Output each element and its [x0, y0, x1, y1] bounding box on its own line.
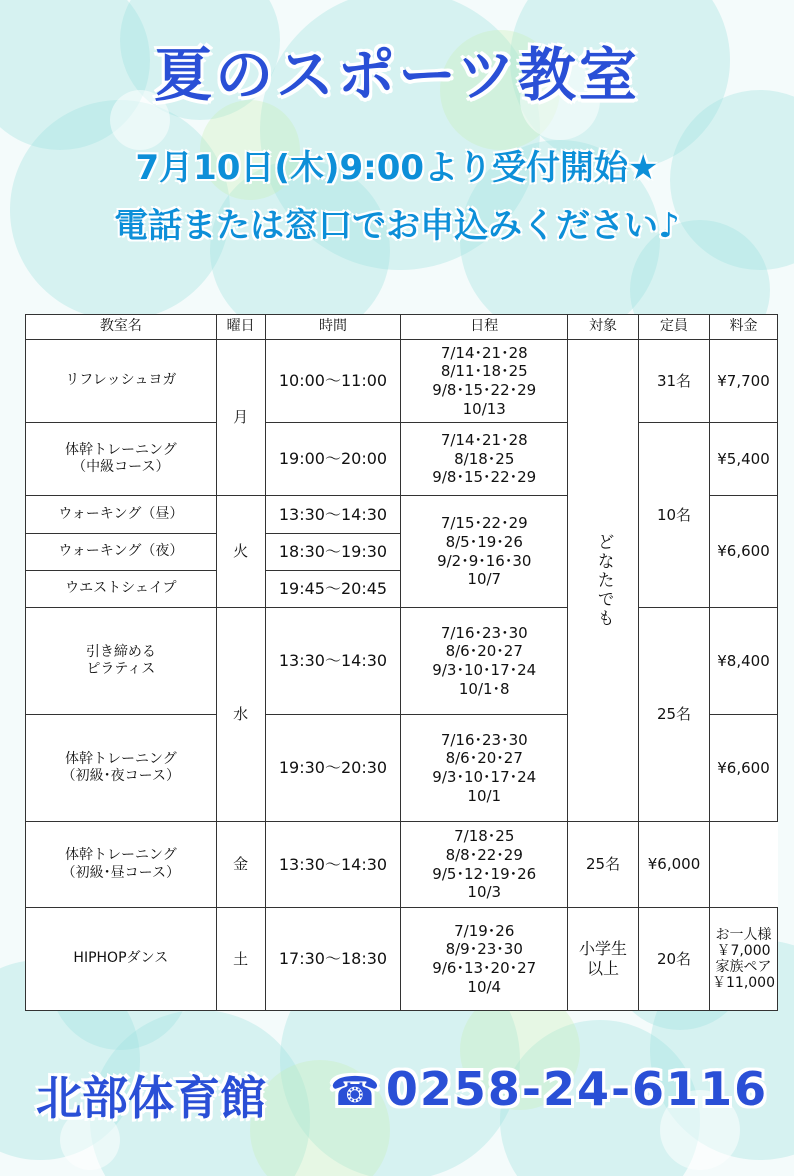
capacity-cell: 31名 [639, 340, 710, 423]
time-cell: 10:00～11:00 [265, 340, 401, 423]
target-cell: 小学生 以上 [568, 908, 639, 1011]
class-name: リフレッシュヨガ [26, 340, 217, 423]
class-name: ウォーキング（夜） [26, 534, 217, 571]
col-header-fee: 料金 [710, 315, 778, 340]
capacity-cell: 10名 [639, 423, 710, 608]
fee-cell: ¥8,400 [710, 608, 778, 715]
venue-name: 北部体育館 [36, 1071, 266, 1125]
fee-cell: お一人様 ￥7,000 家族ペア ￥11,000 [710, 908, 778, 1011]
class-name: ウォーキング（昼） [26, 496, 217, 534]
registration-start-notice: 7月10日(木)9:00より受付開始★ [135, 148, 659, 188]
table-row [26, 608, 778, 715]
dates-cell: 7/19･26 8/9･23･30 9/6･13･20･27 10/4 [401, 908, 568, 1011]
capacity-cell: 25名 [568, 822, 639, 908]
day-cell: 土 [216, 908, 265, 1011]
capacity-cell: 25名 [639, 608, 710, 822]
col-header-class: 教室名 [26, 315, 217, 340]
table-row [26, 423, 778, 496]
dates-cell: 7/14･21･28 8/18･25 9/8･15･22･29 [401, 423, 568, 496]
class-name: 引き締める ピラティス [26, 608, 217, 715]
col-header-time: 時間 [265, 315, 401, 340]
day-cell: 金 [216, 822, 265, 908]
time-cell: 17:30～18:30 [265, 908, 401, 1011]
class-name: 体幹トレーニング （中級コース） [26, 423, 217, 496]
fee-cell: ¥6,600 [710, 496, 778, 608]
dates-cell: 7/15･22･29 8/5･19･26 9/2･9･16･30 10/7 [401, 496, 568, 608]
table-row [26, 908, 778, 1011]
table-row [26, 822, 778, 908]
day-cell: 火 [216, 496, 265, 608]
time-cell: 13:30～14:30 [265, 496, 401, 534]
day-cell: 月 [216, 340, 265, 496]
page-title: 夏のスポーツ教室 [154, 41, 640, 109]
time-cell: 19:00～20:00 [265, 423, 401, 496]
target-cell [568, 340, 639, 822]
phone-number [330, 1062, 768, 1116]
fee-cell: ¥7,700 [710, 340, 778, 423]
time-cell: 19:45～20:45 [265, 571, 401, 608]
dates-cell: 7/18･25 8/8･22･29 9/5･12･19･26 10/3 [401, 822, 568, 908]
phone-number-text: 0258-24-6116 [385, 1062, 769, 1116]
fee-cell: ¥6,600 [710, 715, 778, 822]
col-header-target: 対象 [568, 315, 639, 340]
fee-cell: ¥6,000 [639, 822, 710, 908]
class-name: HIPHOPダンス [26, 908, 217, 1011]
table-header-row [26, 315, 778, 340]
day-cell: 水 [216, 608, 265, 822]
schedule-table [25, 314, 778, 1011]
application-method-notice: 電話または窓口でお申込みください♪ [114, 206, 680, 246]
class-name: 体幹トレーニング （初級･夜コース） [26, 715, 217, 822]
class-name: 体幹トレーニング （初級･昼コース） [26, 822, 217, 908]
target-text: どなたでも [593, 533, 614, 628]
class-name: ウエストシェイプ [26, 571, 217, 608]
phone-icon: ☎ [330, 1069, 382, 1115]
footer [0, 1062, 794, 1132]
table-row [26, 340, 778, 423]
dates-cell: 7/14･21･28 8/11･18･25 9/8･15･22･29 10/13 [401, 340, 568, 423]
time-cell: 18:30～19:30 [265, 534, 401, 571]
time-cell: 19:30～20:30 [265, 715, 401, 822]
time-cell: 13:30～14:30 [265, 822, 401, 908]
col-header-dates: 日程 [401, 315, 568, 340]
capacity-cell: 20名 [639, 908, 710, 1011]
fee-cell: ¥5,400 [710, 423, 778, 496]
dates-cell: 7/16･23･30 8/6･20･27 9/3･10･17･24 10/1 [401, 715, 568, 822]
time-cell: 13:30～14:30 [265, 608, 401, 715]
col-header-day: 曜日 [216, 315, 265, 340]
dates-cell: 7/16･23･30 8/6･20･27 9/3･10･17･24 10/1･8 [401, 608, 568, 715]
col-header-capacity: 定員 [639, 315, 710, 340]
